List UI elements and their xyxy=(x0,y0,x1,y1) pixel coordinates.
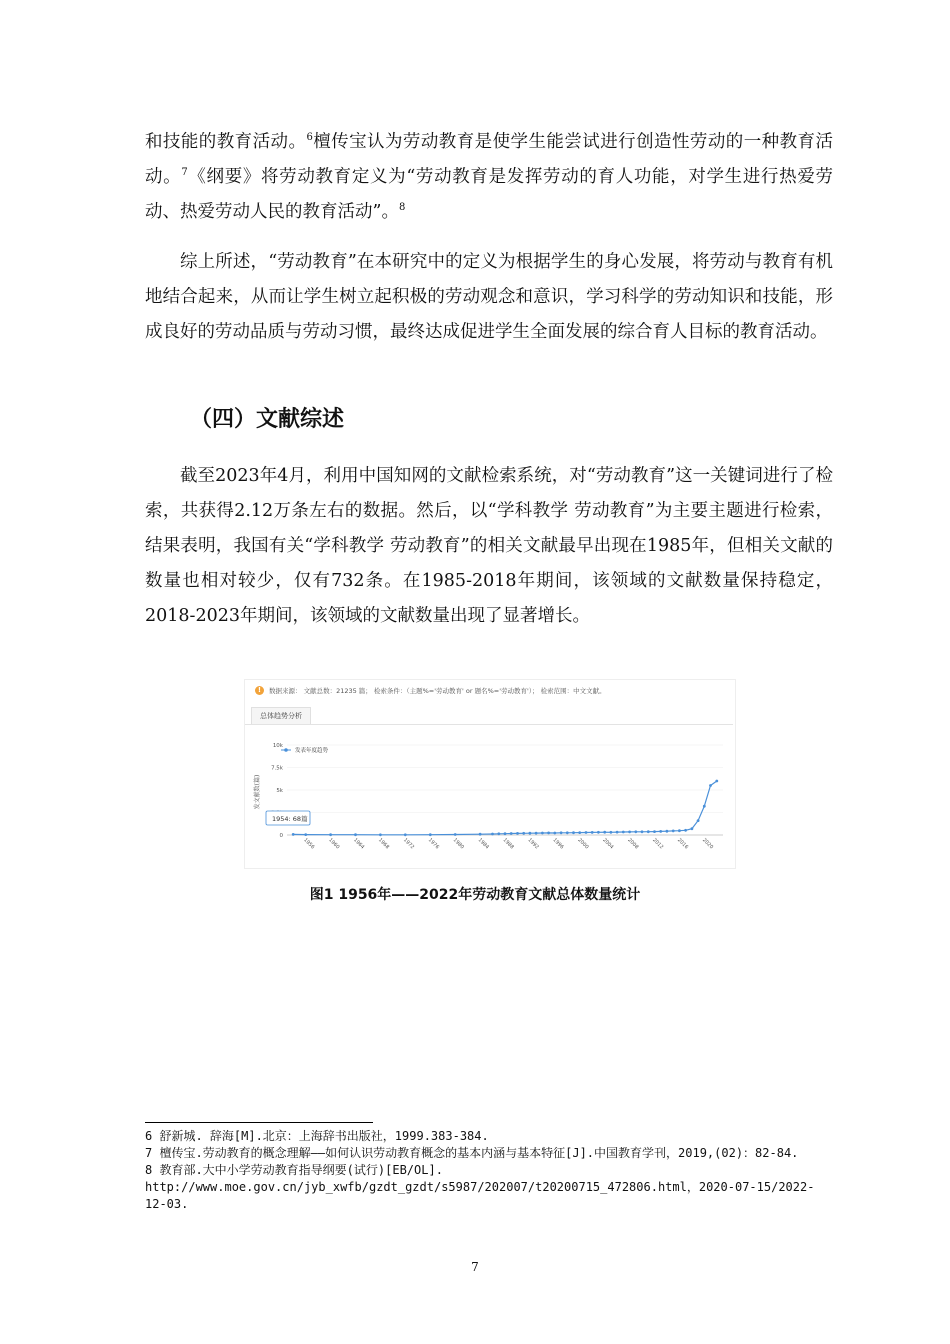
info-icon: ! xyxy=(255,686,264,695)
x-tick-label: 2012 xyxy=(651,837,665,851)
footnote-ref: 6 xyxy=(306,132,313,143)
data-point[interactable] xyxy=(603,831,606,834)
data-point[interactable] xyxy=(354,833,357,836)
data-point[interactable] xyxy=(510,832,513,835)
data-point[interactable] xyxy=(610,831,613,834)
footnote-ref: 8 xyxy=(398,202,406,213)
data-point[interactable] xyxy=(529,832,532,835)
y-tick-label: 5k xyxy=(276,788,283,794)
x-tick-label: 1992 xyxy=(526,837,540,851)
data-point[interactable] xyxy=(691,827,694,830)
data-point[interactable] xyxy=(429,833,432,836)
x-tick-label: 1984 xyxy=(476,837,490,851)
trend-line-chart xyxy=(245,680,733,866)
x-tick-label: 2016 xyxy=(675,837,690,851)
page-number: 7 xyxy=(471,1260,479,1274)
data-point[interactable] xyxy=(684,829,687,832)
series-line xyxy=(293,781,717,835)
data-point[interactable] xyxy=(566,831,569,834)
tooltip xyxy=(266,811,310,825)
data-point[interactable] xyxy=(504,832,507,835)
data-point[interactable] xyxy=(541,832,544,835)
data-point[interactable] xyxy=(553,832,556,835)
data-point[interactable] xyxy=(329,833,332,836)
data-point[interactable] xyxy=(560,831,563,834)
figure-caption: 图1 1956年——2022年劳动教育文献总体数量统计 xyxy=(309,887,641,903)
data-point[interactable] xyxy=(709,784,712,787)
data-point[interactable] xyxy=(585,831,588,834)
data-point[interactable] xyxy=(535,832,538,835)
data-point[interactable] xyxy=(628,831,631,834)
paragraph-summary: 综上所述，“劳动教育”在本研究中的定义为根据学生的身心发展，将劳动与教育有机地结合起来，从而让学生树立起积极的劳动观念和意识，学习科学的劳动知识和技能，形成良好的劳动品质与劳动习惯，最终达成促进学生全面发展的综合育人目标的教育活动。 xyxy=(145,252,833,342)
footnote-divider xyxy=(145,1122,373,1123)
x-tick-label: 1988 xyxy=(501,837,515,851)
footnote-8: 8 教育部.大中小学劳动教育指导纲要(试行)[EB/OL]. xyxy=(145,1163,443,1177)
x-tick-label: 2008 xyxy=(626,837,640,851)
data-point[interactable] xyxy=(715,780,718,783)
y-tick-label: 7.5k xyxy=(271,765,283,772)
y-tick-label: 10k xyxy=(272,743,283,749)
data-point[interactable] xyxy=(697,819,700,822)
x-tick-label: 1980 xyxy=(451,837,466,851)
paragraph-definitions xyxy=(145,125,833,230)
data-point[interactable] xyxy=(616,831,619,834)
x-tick-label: 1964 xyxy=(352,837,366,851)
tooltip-text: 1954: 68篇 xyxy=(272,815,308,823)
data-point[interactable] xyxy=(591,831,594,834)
data-point[interactable] xyxy=(659,830,662,833)
data-point[interactable] xyxy=(304,833,307,836)
data-point[interactable] xyxy=(597,831,600,834)
x-tick-label: 1968 xyxy=(377,837,391,851)
legend[interactable] xyxy=(281,746,329,754)
paragraph-text: 和技能的教育活动。 xyxy=(145,132,307,152)
data-point[interactable] xyxy=(379,833,382,836)
data-point[interactable] xyxy=(547,832,550,835)
tab-overall-trend[interactable]: 总体趋势分析 xyxy=(251,707,311,724)
data-point[interactable] xyxy=(522,832,525,835)
data-point[interactable] xyxy=(497,832,500,835)
y-tick-label: 0 xyxy=(279,833,283,839)
footnotes xyxy=(145,1128,835,1213)
x-tick-label: 2004 xyxy=(601,837,615,851)
data-point[interactable] xyxy=(491,833,494,836)
data-point[interactable] xyxy=(292,833,295,836)
x-tick-label: 2020 xyxy=(700,837,715,851)
data-point[interactable] xyxy=(404,833,407,836)
data-point[interactable] xyxy=(653,830,656,833)
data-point[interactable] xyxy=(572,831,575,834)
data-source-text: 数据来源： 文献总数：21235 篇； 检索条件：（主题%='劳动教育' or 题名%='劳动教育'）； 检索范围：中文文献。 xyxy=(269,686,606,695)
data-point[interactable] xyxy=(641,830,644,833)
data-point[interactable] xyxy=(454,833,457,836)
y-axis-label: 发文献数(篇) xyxy=(254,774,261,810)
footnote-8-url: http://www.moe.gov.cn/jyb_xwfb/gzdt_gzdt/s5987/202007/t20200715_472806.html，2020-07-15/2022-12-03. xyxy=(145,1180,815,1211)
legend-label: 发表年度趋势 xyxy=(295,748,329,754)
paragraph-literature: 截至2023年4月，利用中国知网的文献检索系统，对“劳动教育”这一关键词进行了检索，共获得2.12万条左右的数据。然后，以“学科教学 劳动教育”为主要主题进行检索，结果表明，我国有关“学科教学 劳动教育”的相关文献最早出现在1985年，但相关文献的数量也相对较少，仅有732条。在1985-2018年期间，该领域的文献数量保持稳定，2018-2023年期间，该领域的文献数量出现了显著增长。 xyxy=(145,466,833,626)
data-point[interactable] xyxy=(634,830,637,833)
data-point[interactable] xyxy=(516,832,519,835)
data-point[interactable] xyxy=(578,831,581,834)
x-tick-label: 2000 xyxy=(576,837,590,851)
x-tick-label: 1972 xyxy=(401,837,416,851)
x-tick-label: 1960 xyxy=(327,837,341,851)
figure-chart-panel xyxy=(244,679,736,869)
paragraph-text: 《纲要》将劳动教育定义为“劳动教育是发挥劳动的育人功能，对学生进行热爱劳动、热爱劳动人民的教育活动”。 xyxy=(145,167,833,222)
data-point[interactable] xyxy=(672,830,675,833)
footnote-6: 6 舒新城. 辞海[M].北京：上海辞书出版社，1999.383-384. xyxy=(145,1129,489,1143)
data-point[interactable] xyxy=(678,829,681,832)
legend-dot-icon xyxy=(284,748,288,752)
section-heading: （四）文献综述 xyxy=(190,407,345,432)
x-tick-label: 1956 xyxy=(302,837,316,851)
data-point[interactable] xyxy=(622,831,625,834)
footnote-ref: 7 xyxy=(181,167,188,178)
footnote-7: 7 檀传宝.劳动教育的概念理解——如何认识劳动教育概念的基本内涵与基本特征[J].中国教育学刊，2019,(02)：82-84. xyxy=(145,1146,799,1160)
data-point[interactable] xyxy=(647,830,650,833)
x-tick-label: 1996 xyxy=(551,837,565,851)
data-point[interactable] xyxy=(703,805,706,808)
paragraph-text: 檀传宝认为劳动教育是使学生能尝试进行创造性劳动的一种教育活动。 xyxy=(145,132,833,187)
data-point[interactable] xyxy=(666,830,669,833)
data-point[interactable] xyxy=(479,833,482,836)
x-tick-label: 1976 xyxy=(426,837,441,851)
